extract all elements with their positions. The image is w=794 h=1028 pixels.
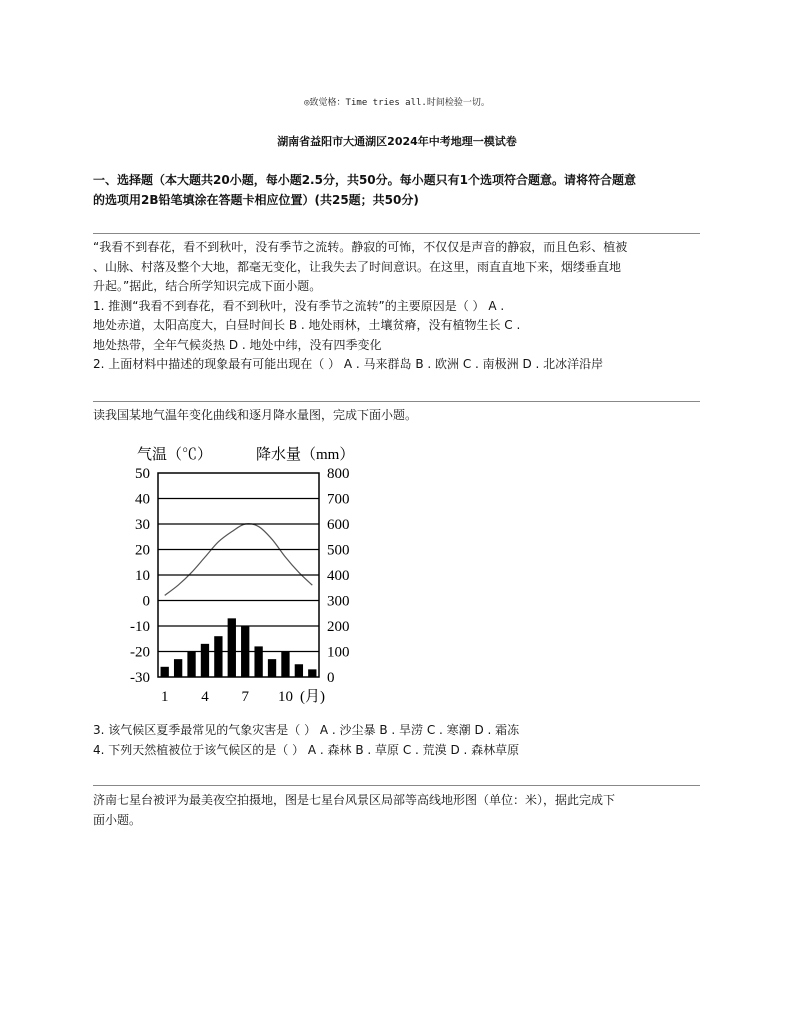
- month-tick-label: 10: [277, 689, 293, 705]
- motto-line: ◎致觉格：Time tries all.时间检验一切。: [304, 98, 490, 108]
- precipitation-tick-label: 0: [327, 670, 335, 686]
- precipitation-tick-label: 500: [327, 542, 350, 559]
- passage-1-line: “我看不到春花，看不到秋叶，没有季节之流转。静寂的可怖，不仅仅是声音的静寂，而且色彩、植被: [93, 240, 628, 254]
- month-tick-label: 4: [201, 689, 209, 705]
- question-4: 4. 下列天然植被位于该气候区的是（ ） A . 森林 B . 草原 C . 荒漠 D . 森林草原: [93, 742, 520, 757]
- month-axis-ticks: [161, 689, 293, 705]
- precipitation-tick-label: 800: [327, 466, 350, 482]
- temperature-tick-label: -30: [130, 670, 150, 686]
- precipitation-bars: [161, 618, 317, 677]
- passage-1-line: 升起。”据此，结合所学知识完成下面小题。: [93, 279, 322, 293]
- precipitation-bar: [187, 652, 195, 678]
- temperature-tick-label: 10: [135, 568, 150, 584]
- temperature-tick-label: 20: [135, 542, 150, 559]
- precipitation-bar: [161, 667, 169, 677]
- right-axis-label: 降水量（mm）: [256, 447, 355, 463]
- temperature-tick-label: 50: [135, 466, 150, 482]
- precipitation-tick-label: 200: [327, 619, 350, 635]
- precipitation-bar: [174, 659, 182, 677]
- precipitation-bar: [201, 644, 209, 677]
- precipitation-bar: [295, 664, 303, 677]
- divider-2: [93, 401, 700, 402]
- temperature-tick-label: 30: [135, 517, 150, 533]
- passage-1-line: 、山脉、村落及整个大地，都毫无变化，让我失去了时间意识。在这里，雨直直地下来，烟缕垂直地: [93, 259, 622, 274]
- section-heading-line-1: 一、选择题（本大题共20小题，每小题2.5分，共50分。每小题只有1个选项符合题意。请将符合题意: [93, 173, 637, 187]
- precipitation-bar: [268, 659, 276, 677]
- precipitation-tick-label: 700: [327, 491, 350, 508]
- precipitation-bar: [228, 618, 236, 677]
- month-unit-label: (月): [300, 689, 325, 705]
- precipitation-tick-label: 100: [327, 644, 350, 661]
- precipitation-bar: [281, 652, 289, 678]
- page-title: 湖南省益阳市大通湖区2024年中考地理一模试卷: [277, 135, 517, 148]
- divider-1: [93, 233, 700, 234]
- divider-3: [93, 785, 700, 786]
- climate-chart: [110, 435, 370, 713]
- precipitation-axis-ticks: [327, 466, 350, 686]
- temperature-curve: [165, 524, 313, 596]
- section-heading: [93, 170, 705, 210]
- passage-2-intro: 读我国某地气温年变化曲线和逐月降水量图，完成下面小题。: [93, 408, 418, 422]
- month-tick-label: 1: [160, 689, 169, 705]
- passage-1: [93, 238, 705, 375]
- temperature-tick-label: -10: [130, 619, 150, 635]
- question-3: 3. 该气候区夏季最常见的气象灾害是（ ） A . 沙尘暴 B . 旱涝 C . 寒潮 D . 霜冻: [93, 723, 520, 737]
- temperature-tick-label: -20: [130, 644, 150, 661]
- passage-3: [93, 791, 705, 830]
- left-axis-label: 气温（℃）: [137, 447, 213, 463]
- precipitation-tick-label: 300: [327, 593, 350, 610]
- passage-3-line: 济南七星台被评为最美夜空拍摄地，图是七星台风景区局部等高线地形图（单位：米），据此完成下: [93, 793, 616, 807]
- question-1-line: 地处热带，全年气候炎热 D . 地处中纬，没有四季变化: [93, 337, 382, 352]
- temperature-tick-label: 40: [135, 491, 150, 508]
- precipitation-tick-label: 600: [327, 517, 350, 533]
- month-tick-label: 7: [241, 689, 249, 705]
- question-2-line: 2. 上面材料中描述的现象最有可能出现在（ ） A . 马来群岛 B . 欧洲 C . 南极洲 D . 北冰洋沿岸: [93, 357, 604, 371]
- precipitation-tick-label: 400: [327, 568, 350, 584]
- questions-3-4: [93, 721, 705, 760]
- temperature-tick-label: 0: [142, 593, 150, 610]
- precipitation-bar: [308, 669, 316, 677]
- section-heading-line-2: 的选项用2B铅笔填涂在答题卡相应位置）(共25题；共50分): [93, 193, 419, 207]
- precipitation-bar: [214, 636, 222, 677]
- question-1-line: 1. 推测“我看不到春花，看不到秋叶，没有季节之流转”的主要原因是（ ） A .: [93, 298, 505, 313]
- passage-3-line: 面小题。: [93, 812, 142, 827]
- question-1-line: 地处赤道，太阳高度大，白昼时间长 B . 地处雨林，土壤贫瘠，没有植物生长 C .: [93, 318, 521, 332]
